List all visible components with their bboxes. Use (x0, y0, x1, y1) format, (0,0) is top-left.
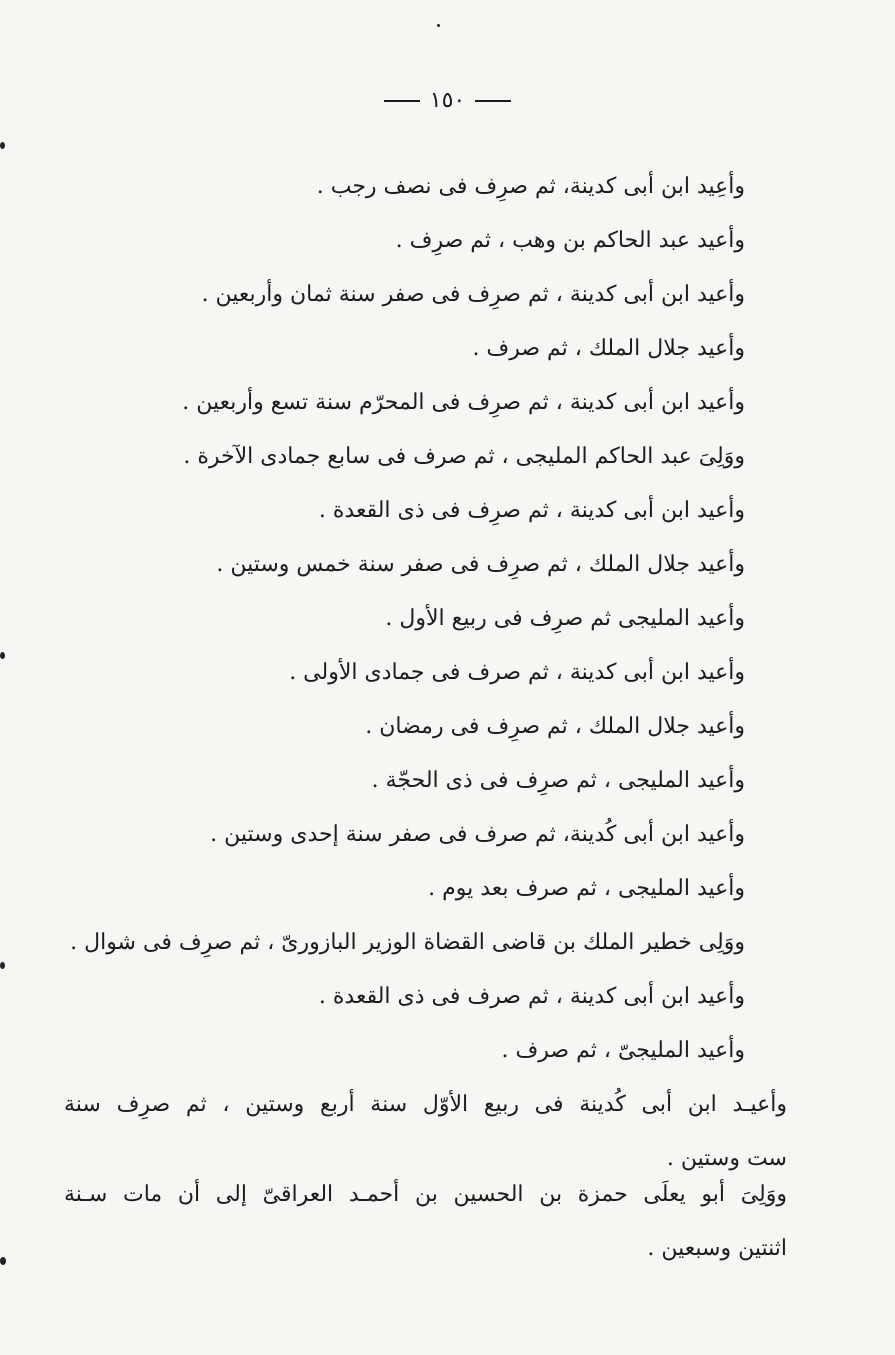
paragraph-2 (64, 1168, 787, 1276)
text-line: ووَلِىَ عبد الحاكم المليجى ، ثم صرف فى سابع جمادى الآخرة . (183, 444, 745, 469)
text-line: وأعيد جلال الملك ، ثم صرف . (472, 336, 745, 361)
page-number-text: ١٥٠ (429, 88, 466, 113)
text-line: وأعِيد ابن أبى كدينة، ثم صرِف فى نصف رجب . (316, 174, 745, 199)
text-line: وأعيد عبد الحاكم بن وهب ، ثم صرِف . (395, 228, 745, 253)
text-line: وأعيد ابن أبى كدينة ، ثم صرف فى جمادى الأولى . (289, 660, 745, 685)
paragraph-line-1: ووَلِىَ أبو يعلَى حمزة بن الحسين بن أحمـد العراقىّ إلى أن مات سـنة (64, 1182, 787, 1207)
text-line: وأعيد ابن أبى كُدينة، ثم صرف فى صفر سنة إحدى وستين . (210, 822, 745, 847)
paragraph-line-2: ست وستين . (666, 1146, 787, 1171)
scan-speck (437, 24, 440, 27)
text-line: وأعيد المليجى ، ثم صرف بعد يوم . (428, 876, 745, 901)
text-line: وأعيد المليجى ثم صرِف فى ربيع الأول . (385, 606, 745, 631)
text-line: وأعيد ابن أبى كدينة ، ثم صرِف فى ذى القعدة . (318, 498, 745, 523)
page-number (0, 88, 895, 113)
text-line: وأعيد المليجىّ ، ثم صرف . (501, 1038, 745, 1063)
text-line: وأعيد ابن أبى كدينة ، ثم صرف فى ذى القعدة . (318, 984, 745, 1009)
text-line: ووَلِى خطير الملك بن قاضى القضاة الوزير البازورىّ ، ثم صرِف فى شوال . (70, 930, 745, 955)
scan-speck (0, 962, 5, 969)
text-line: وأعيد ابن أبى كدينة ، ثم صرِف فى المحرّم سنة تسع وأربعين . (182, 390, 745, 415)
text-line: وأعيد جلال الملك ، ثم صرِف فى رمضان . (365, 714, 745, 739)
scan-speck (0, 142, 5, 149)
text-line: وأعيد جلال الملك ، ثم صرِف فى صفر سنة خمس وستين . (216, 552, 745, 577)
text-line: وأعيد المليجى ، ثم صرِف فى ذى الحجّة . (371, 768, 745, 793)
left-dash (475, 100, 511, 102)
text-line: وأعيد ابن أبى كدينة ، ثم صرِف فى صفر سنة ثمان وأربعين . (201, 282, 745, 307)
paragraph-line-1: وأعيـد ابن أبى كُدينة فى ربيع الأوّل سنة أربع وستين ، ثم صرِف سنة (64, 1092, 787, 1117)
text-lines (60, 160, 745, 1078)
paragraph-line-2: اثنتين وسبعين . (647, 1236, 787, 1261)
right-dash (384, 100, 420, 102)
scan-speck (0, 652, 5, 659)
scan-speck (0, 1257, 6, 1265)
